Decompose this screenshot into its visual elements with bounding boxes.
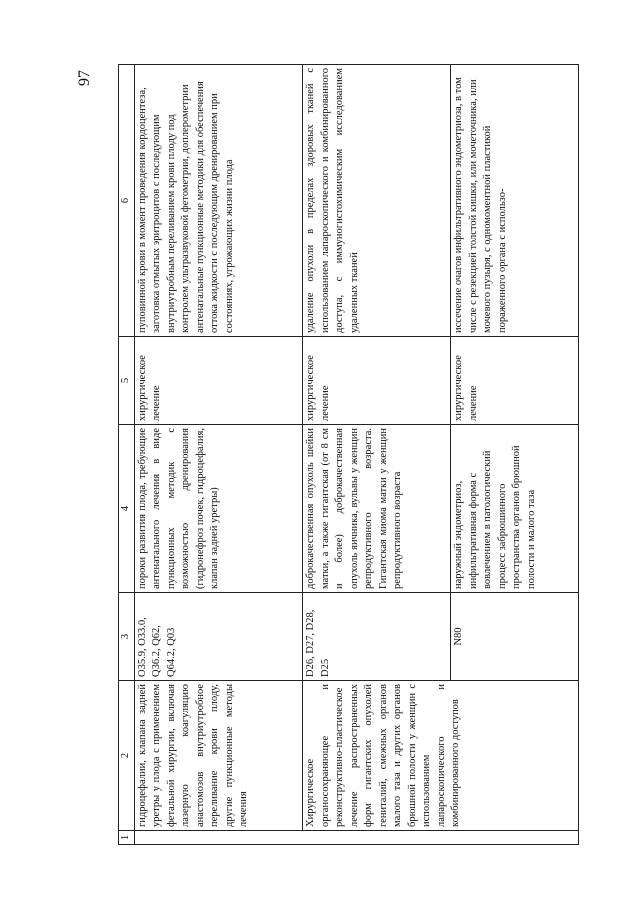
diagnosis-cell: наружный эндометриоз, инфильтративная форма с вовлечением в патологический процесс забрюшинного пространства органов брюшной полости и малого таза [451,425,579,593]
treatment-type-cell: хирургическое лечение [134,337,303,425]
method-cell: Хирургическое органосохраняющее и реконструктивно-пластическое лечение распространенных форм гигантских опухолей гениталий, смежных органов малого таза и других органов брюшной полости у женщин с использованием лапароскопического и комбинированного доступов [303,681,579,831]
header-cell-3: 3 [119,593,135,681]
header-cell-4: 4 [119,425,135,593]
treatment-type-cell: хирургическое лечение [451,337,579,425]
method-cell: гидроцефалии, клапана задней уретры у плода с применением фетальной хирургии, включая лазерную коагуляцию анастомозов внутриутробное переливание крови плоду, другие пункционные методы лечения [134,681,303,831]
header-row [119,65,135,845]
table-row [303,65,451,845]
treatment-table [118,64,579,845]
header-cell-1: 1 [119,831,135,845]
header-cell-2: 2 [119,681,135,831]
treatment-type-cell: хирургическое лечение [303,337,451,425]
treatment-method-cell: удаление опухоли в пределах здоровых тканей с использованием лапароскопического и комбинированного доступа, с иммуногистохимическим исследованием удаленных тканей [303,65,451,337]
rotated-table-container [118,65,579,845]
diagnosis-cell: доброкачественная опухоль шейки матки, а также гигантская (от 8 см и более) доброкачественная опухоль яичника, вульвы у женщин репродуктивного возраста. Гигантская миома матки у женщин репродуктивного возраста [303,425,451,593]
header-cell-5: 5 [119,337,135,425]
icd-code-cell: N80 [451,593,579,681]
treatment-method-cell: иссечение очагов инфильтративного эндометриоза, в том числе с резекцией толстой кишки, или мочеточника, или мочевого пузыря, с одномоментной пластикой пораженного органа с использо- [451,65,579,337]
page-number: 97 [76,70,93,86]
treatment-method-cell: пуповинной крови в момент проведения кордоцентеза, заготовка отмытых эритроцитов с последующим внутриутробным переливанием крови плоду под контролем ультразвуковой фетометрии, доплерометрии антенатальные пункционные методики для обеспечения оттока жидкости с последующим дренированием при состояниях, угрожающих жизни плода [134,65,303,337]
diagnosis-cell: пороки развития плода, требующие антенатального лечения в виде пункционных методик с возможностью дренирования (гидронефроз почек, гидроцефалия, клапан задней уретры) [134,425,303,593]
icd-code-cell: D26, D27, D28, D25 [303,593,451,681]
icd-code-cell: O35.9, O33.0, Q36.2, Q62, Q64.2, Q03 [134,593,303,681]
row-number-cell [134,831,579,845]
table-row [134,65,303,845]
header-cell-6: 6 [119,65,135,337]
